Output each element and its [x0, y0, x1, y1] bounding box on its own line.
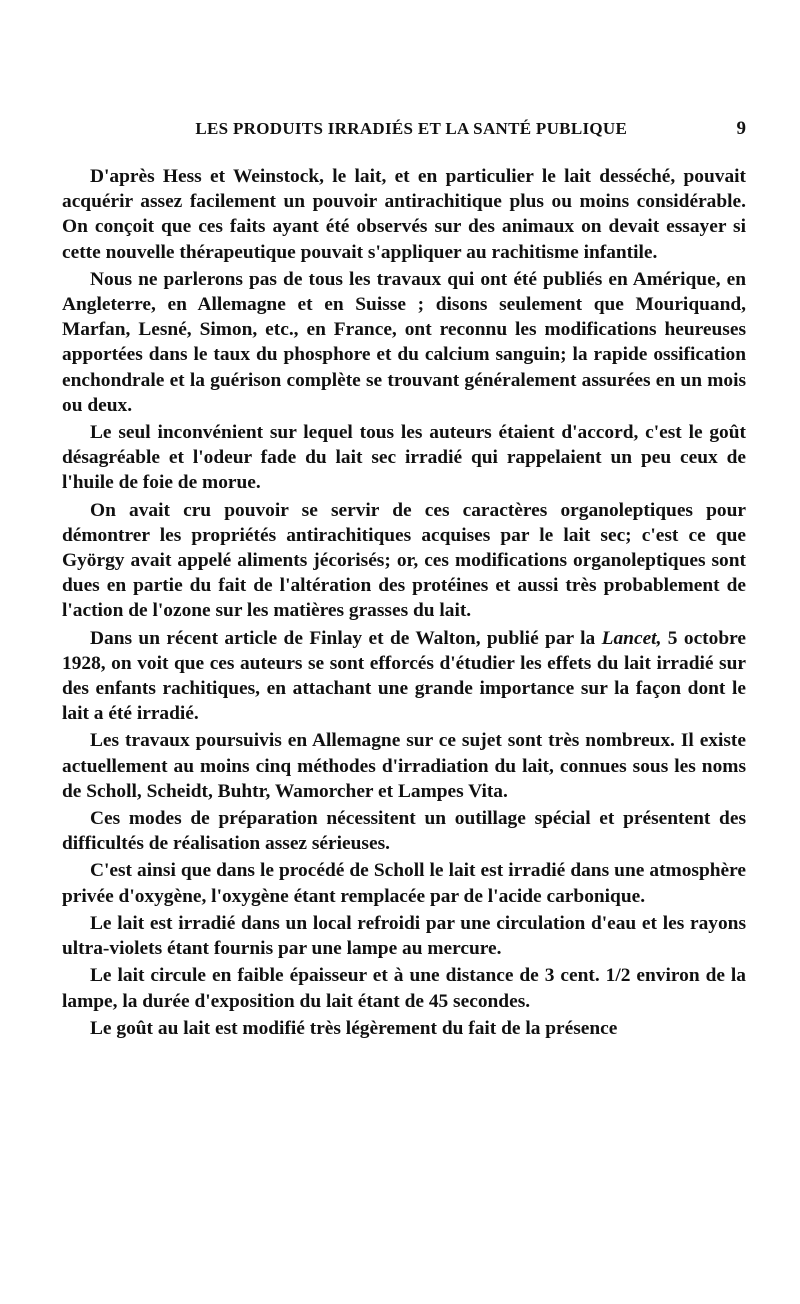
paragraph-3: Le seul inconvénient sur lequel tous les auteurs étaient d'accord, c'est le goût désagréable et l'odeur fade du lait sec irradié qui rappelaient un peu ceux de l'huile de foie de morue. — [62, 422, 746, 494]
paragraph-5 — [62, 626, 746, 727]
paragraph-5-after: 5 octobre 1928, on voit que ces auteurs se sont efforcés d'étudier les effets du lait irradié sur des enfants rachitiques, en attachant une grande importance sur la façon dont le lait a été irradié. — [62, 627, 746, 725]
body-text — [62, 164, 746, 1041]
running-head — [62, 118, 746, 150]
paragraph-9: Le lait est irradié dans un local refroidi par une circulation d'eau et les rayons ultra-violets étant fournis par une lampe au mercure. — [62, 912, 746, 960]
page-number: 9 — [736, 118, 746, 139]
running-title: LES PRODUITS IRRADIÉS ET LA SANTÉ PUBLIQUE — [195, 119, 628, 138]
paragraph-2: Nous ne parlerons pas de tous les travaux qui ont été publiés en Amérique, en Angleterre, en Allemagne et en Suisse ; disons seulement que Mouriquand, Marfan, Lesné, Simon, etc., en France, ont reconnu les modifications heureuses apportées dans le taux du phosphore et du calcium sanguin; la rapide ossification enchondrale et la guérison complète se trouvant généralement assurées en un mois ou deux. — [62, 268, 746, 416]
paragraph-7: Ces modes de préparation nécessitent un outillage spécial et présentent des difficultés de réalisation assez sérieuses. — [62, 808, 746, 855]
paragraph-5-before: Dans un récent article de Finlay et de Walton, publié par la — [90, 627, 602, 649]
paragraph-1: D'après Hess et Weinstock, le lait, et en particulier le lait desséché, pouvait acquérir assez facilement un pouvoir antirachitique plus ou moins considérable. On conçoit que ces faits ayant été observés sur des animaux on devait essayer si cette nouvelle thérapeutique pouvait s'appliquer au rachitisme infantile. — [62, 166, 746, 263]
document-page — [62, 118, 746, 1043]
journal-title: Lancet, — [601, 627, 662, 649]
paragraph-8: C'est ainsi que dans le procédé de Scholl le lait est irradié dans une atmosphère privée d'oxygène, l'oxygène étant remplacée par de l'acide carbonique. — [62, 860, 746, 907]
paragraph-6: Les travaux poursuivis en Allemagne sur ce sujet sont très nombreux. Il existe actuellement au moins cinq méthodes d'irradiation du lait, connues sous les noms de Scholl, Scheidt, Buhtr, Wamorcher et Lampes Vita. — [62, 730, 746, 802]
paragraph-10: Le lait circule en faible épaisseur et à une distance de 3 cent. 1/2 environ de la lampe, la durée d'exposition du lait étant de 45 secondes. — [62, 965, 746, 1012]
paragraph-11: Le goût au lait est modifié très légèrement du fait de la présence — [90, 1017, 618, 1039]
paragraph-4: On avait cru pouvoir se servir de ces caractères organoleptiques pour démontrer les propriétés antirachitiques acquises par le lait sec; c'est ce que György avait appelé aliments jécorisés; or, ces modifications organoleptiques sont dues en partie du fait de l'altération des protéines et aussi très probablement de l'action de l'ozone sur les matières grasses du lait. — [62, 499, 746, 622]
